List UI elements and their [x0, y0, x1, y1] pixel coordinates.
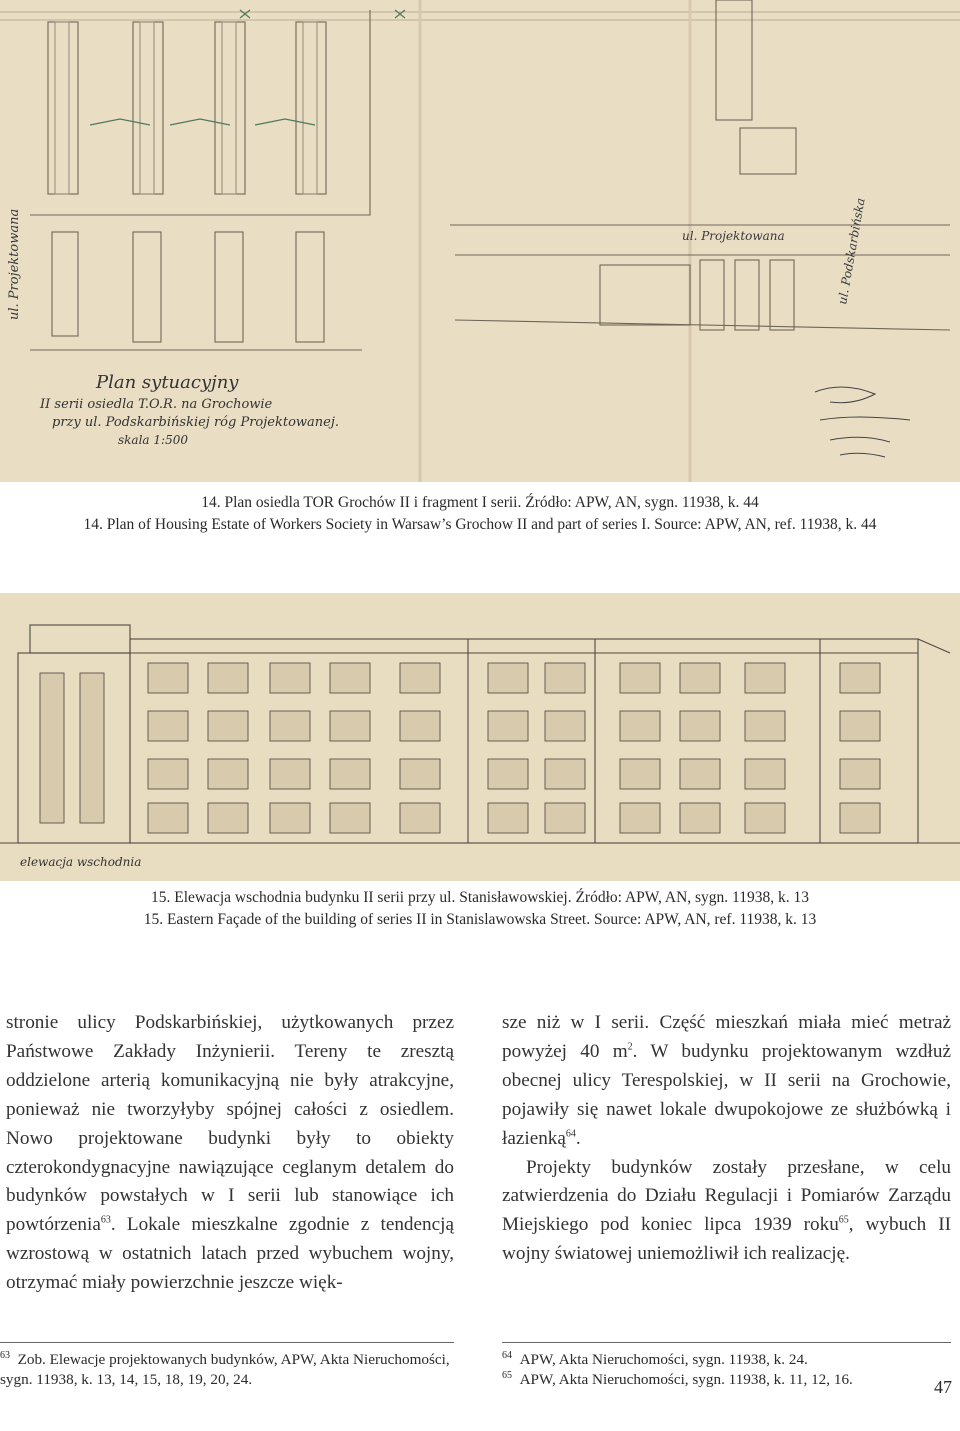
body-column-right: [502, 1009, 951, 1269]
figure-15-caption-pl: 15. Elewacja wschodnia budynku II serii przy ul. Stanisławowskiej. Źródło: APW, AN, sygn. 11938, k. 13: [151, 889, 809, 906]
paragraph-right-2: Projekty budynków zostały przesłane, w celu zatwierdzenia do Działu Regulacji i Pomiarów Zarządu Miejskiego pod koniec lipca 1939 roku$^{65}$, wybuch II wojny światowej uniemożliwił ich realizację.: [502, 1156, 951, 1265]
paragraph-right-1: sze niż w I serii. Część mieszkań miała mieć metraż powyżej 40 $m^2$. W budynku projektowanym wzdłuż obecnej ulicy Terespolskiej, w II serii na Grochowie, pojawiły się nawet lokale dwupokojowe ze służbówką i łazienką$^{64}$.: [502, 1012, 951, 1149]
footnote-64: $^{64}$ APW, Akta Nieruchomości, sygn. 11938, k. 24.: [502, 1349, 808, 1368]
plan-scale: skala 1:500: [118, 433, 188, 447]
facade-elevation-drawing: [0, 593, 960, 881]
figure-15-caption-en: 15. Eastern Façade of the building of series II in Stanislawowska Street. Source: APW, AN, ref. 11938, k. 13: [143, 911, 817, 928]
footnote-ref-64[interactable]: 64: [565, 1128, 576, 1140]
figure-14-caption-en: 14. Plan of Housing Estate of Workers Society in Warsaw’s Grochow II and part of series I. Source: APW, AN, ref. 11938, k. 44: [83, 516, 877, 533]
facade-figure: [0, 593, 960, 881]
footnote-rule-left: [0, 1342, 454, 1343]
footnote-63: $^{63}$ Zob. Elewacje projektowanych budynków, APW, Akta Nieruchomości, sygn. 11938, k. 13, 14, 15, 18, 19, 20, 24.: [0, 1349, 450, 1388]
paragraph-left: stronie ulicy Podskarbińskiej, użytkowanych przez Państwowe Zakłady Inżynierii. Tereny te zresztą oddzielone arterią komunikacyjną nie były atrakcyjne, ponieważ nie tworzyłyby spójnej całości z osiedlem. Nowo projektowane budynki były to obiekty czterokondygnacyjne nawiązujące ceglanym detalem do budynków powstałych w I serii lub stanowiące ich powtórzenia$^{63}$. Lokale mieszkalne zgodnie z tendencją wzrostową w ostatnich latach przed wybuchem wojny, otrzymać miały powierzchnie jeszcze więk-: [6, 1012, 454, 1294]
figure-14-caption-pl: 14. Plan osiedla TOR Grochów II i fragment I serii. Źródło: APW, AN, sygn. 11938, k. 44: [201, 494, 759, 511]
site-plan-figure: [0, 0, 960, 482]
facade-label: elewacja wschodnia: [20, 855, 142, 869]
street-label-top: ul. Projektowana: [682, 229, 785, 243]
street-label-left: ul. Projektowana: [7, 208, 22, 320]
site-plan-drawing: [0, 0, 960, 482]
footnote-ref-63[interactable]: 63: [100, 1214, 111, 1226]
plan-subtitle-1: II serii osiedla T.O.R. na Grochowie: [40, 397, 273, 412]
plan-title: Plan sytuacyjny: [96, 372, 239, 393]
street-label-right: ul. Podskarbińska: [835, 196, 868, 306]
footnote-ref-65[interactable]: 65: [838, 1214, 849, 1226]
page-number: 47: [934, 1377, 952, 1397]
footnote-rule-right: [502, 1342, 951, 1343]
footnote-65: $^{65}$ APW, Akta Nieruchomości, sygn. 11938, k. 11, 12, 16.: [502, 1369, 853, 1388]
body-column-left: [6, 1009, 454, 1298]
plan-subtitle-2: przy ul. Podskarbińskiej róg Projektowanej.: [52, 415, 339, 430]
